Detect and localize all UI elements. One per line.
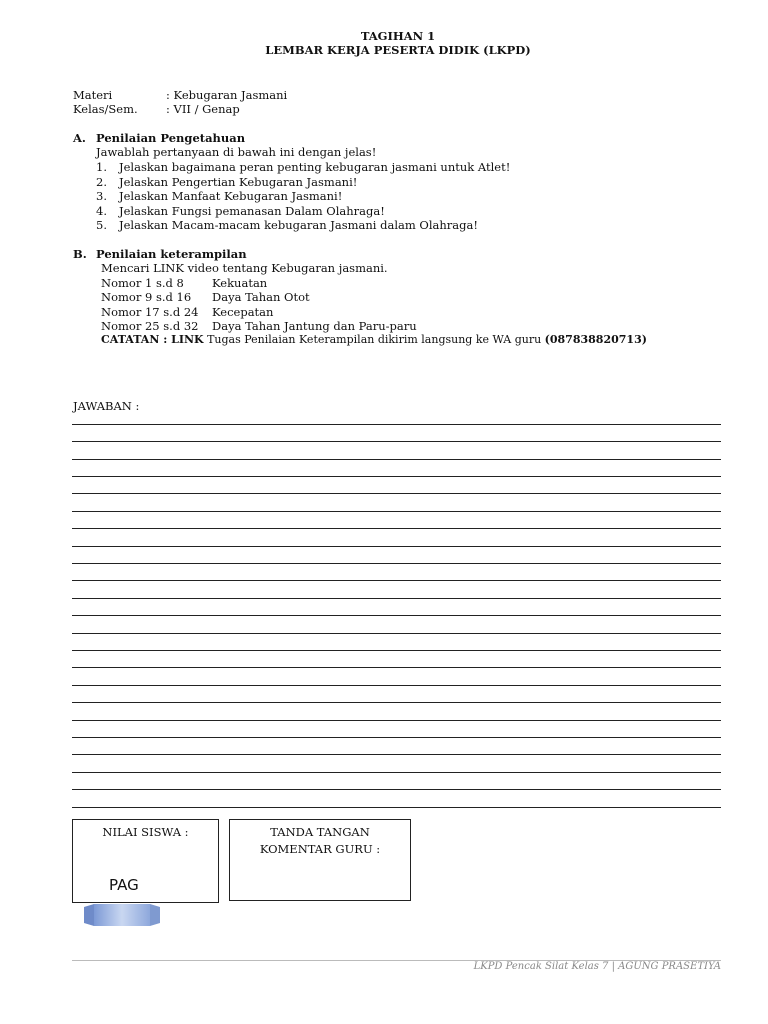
answer-line bbox=[72, 563, 721, 564]
answer-line bbox=[72, 754, 721, 755]
section-a-title: Penilaian Pengetahuan bbox=[96, 131, 246, 145]
answer-line bbox=[72, 528, 721, 529]
topic-range: Nomor 9 s.d 16 bbox=[101, 290, 192, 304]
answer-line bbox=[72, 685, 721, 686]
answer-line bbox=[72, 511, 721, 512]
answer-line bbox=[72, 702, 721, 703]
question-text: Jelaskan Macam-macam kebugaran Jasmani dalam Olahraga! bbox=[119, 218, 478, 232]
answer-line bbox=[72, 615, 721, 616]
answer-line bbox=[72, 772, 721, 773]
section-b-instruction: Mencari LINK video tentang Kebugaran jasmani. bbox=[101, 261, 388, 275]
answer-line bbox=[72, 737, 721, 738]
question-text: Jelaskan Pengertian Kebugaran Jasmani! bbox=[119, 175, 358, 189]
nilai-siswa-box[interactable] bbox=[72, 819, 219, 903]
answer-line bbox=[72, 441, 721, 442]
answer-line bbox=[72, 546, 721, 547]
topic-name: Kecepatan bbox=[212, 305, 274, 319]
doc-title-tagihan: TAGIHAN 1 bbox=[360, 29, 436, 43]
question-number: 4. bbox=[96, 204, 107, 218]
answer-line bbox=[72, 807, 721, 808]
answer-line bbox=[72, 633, 721, 634]
answer-line bbox=[72, 580, 721, 581]
answer-line bbox=[72, 667, 721, 668]
answer-label: JAWABAN : bbox=[73, 399, 140, 413]
answer-line bbox=[72, 650, 721, 651]
materi-label: Materi bbox=[73, 88, 113, 102]
section-b-marker: B. bbox=[73, 247, 87, 261]
section-b-title: Penilaian keterampilan bbox=[96, 247, 247, 261]
topic-name: Daya Tahan Jantung dan Paru-paru bbox=[212, 319, 417, 333]
tanda-tangan-box[interactable] bbox=[229, 819, 411, 901]
doc-title-lkpd: LEMBAR KERJA PESERTA DIDIK (LKPD) bbox=[265, 43, 531, 57]
section-a-instruction: Jawablah pertanyaan di bawah ini dengan jelas! bbox=[96, 145, 377, 159]
topic-name: Daya Tahan Otot bbox=[212, 290, 310, 304]
topic-range: Nomor 17 s.d 24 bbox=[101, 305, 199, 319]
answer-line bbox=[72, 424, 721, 425]
catatan-label: CATATAN : LINK bbox=[101, 333, 204, 346]
tanda-tangan-label: TANDA TANGAN bbox=[270, 825, 370, 839]
section-a-marker: A. bbox=[73, 131, 86, 145]
komentar-guru-label: KOMENTAR GURU : bbox=[259, 842, 381, 856]
materi-value: : Kebugaran Jasmani bbox=[166, 88, 288, 102]
topic-name: Kekuatan bbox=[212, 276, 268, 290]
pag-text: PAG bbox=[109, 876, 139, 894]
kelas-label: Kelas/Sem. bbox=[73, 102, 138, 116]
answer-line bbox=[72, 476, 721, 477]
question-text: Jelaskan bagaimana peran penting kebugaran jasmani untuk Atlet! bbox=[119, 160, 511, 174]
answer-line bbox=[72, 493, 721, 494]
question-text: Jelaskan Manfaat Kebugaran Jasmani! bbox=[119, 189, 343, 203]
question-text: Jelaskan Fungsi pemanasan Dalam Olahraga! bbox=[119, 204, 385, 218]
question-number: 3. bbox=[96, 189, 107, 203]
wa-phone-number: (087838820713) bbox=[544, 333, 647, 346]
catatan-note bbox=[101, 333, 647, 346]
answer-line bbox=[72, 598, 721, 599]
answer-line bbox=[72, 789, 721, 790]
answer-line bbox=[72, 720, 721, 721]
question-number: 5. bbox=[96, 218, 107, 232]
catatan-text: Tugas Penilaian Keterampilan dikirim langsung ke WA guru bbox=[203, 333, 545, 346]
question-number: 1. bbox=[96, 160, 107, 174]
topic-range: Nomor 1 s.d 8 bbox=[101, 276, 184, 290]
answer-line bbox=[72, 459, 721, 460]
topic-range: Nomor 25 s.d 32 bbox=[101, 319, 199, 333]
footer-text: LKPD Pencak Silat Kelas 7 | AGUNG PRASETIYA bbox=[473, 961, 721, 972]
kelas-value: : VII / Genap bbox=[166, 102, 240, 116]
question-number: 2. bbox=[96, 175, 107, 189]
ribbon-icon bbox=[84, 904, 160, 926]
nilai-siswa-label: NILAI SISWA : bbox=[102, 825, 189, 839]
